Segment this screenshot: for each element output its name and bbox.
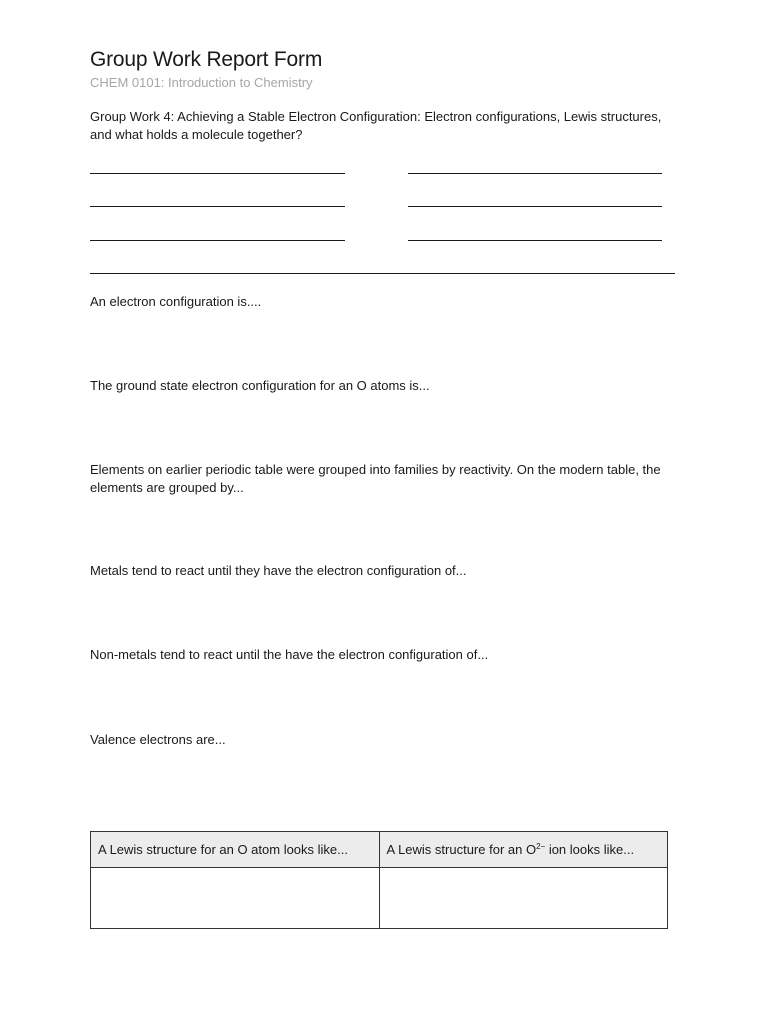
table-answer-row	[91, 868, 668, 929]
question-periodic-grouping: Elements on earlier periodic table were grouped into families by reactivity. On the modern table, the elements are grouped by...	[90, 462, 661, 495]
question-electron-configuration: An electron configuration is....	[90, 294, 262, 309]
lewis-o-ion-header-suffix: ion looks like...	[545, 842, 635, 857]
member-name-line[interactable]	[408, 240, 662, 241]
member-name-line[interactable]	[408, 173, 662, 174]
course-subtitle: CHEM 0101: Introduction to Chemistry	[90, 75, 313, 90]
question-valence-electrons: Valence electrons are...	[90, 732, 226, 747]
member-name-line[interactable]	[408, 206, 662, 207]
question-ground-state: The ground state electron configuration for an O atoms is...	[90, 378, 430, 393]
lewis-o-atom-answer-cell[interactable]	[91, 868, 380, 929]
member-name-line[interactable]	[90, 206, 345, 207]
question-metals: Metals tend to react until they have the electron configuration of...	[90, 563, 467, 578]
ion-charge: 2−	[536, 842, 546, 851]
member-name-line[interactable]	[90, 240, 345, 241]
lewis-o-atom-header: A Lewis structure for an O atom looks like...	[91, 832, 380, 868]
full-width-line[interactable]	[90, 273, 675, 274]
lewis-o-ion-header	[379, 832, 668, 868]
lewis-o-ion-header-text: A Lewis structure for an O	[386, 842, 537, 857]
assignment-intro: Group Work 4: Achieving a Stable Electron Configuration: Electron configurations, Lewis structures, and what holds a molecule together?	[90, 109, 662, 142]
lewis-o-ion-answer-cell[interactable]	[379, 868, 668, 929]
lewis-structure-table	[90, 831, 668, 929]
member-name-line[interactable]	[90, 173, 345, 174]
page-title: Group Work Report Form	[90, 48, 323, 71]
table-header-row	[91, 832, 668, 868]
question-non-metals: Non-metals tend to react until the have the electron configuration of...	[90, 647, 489, 662]
